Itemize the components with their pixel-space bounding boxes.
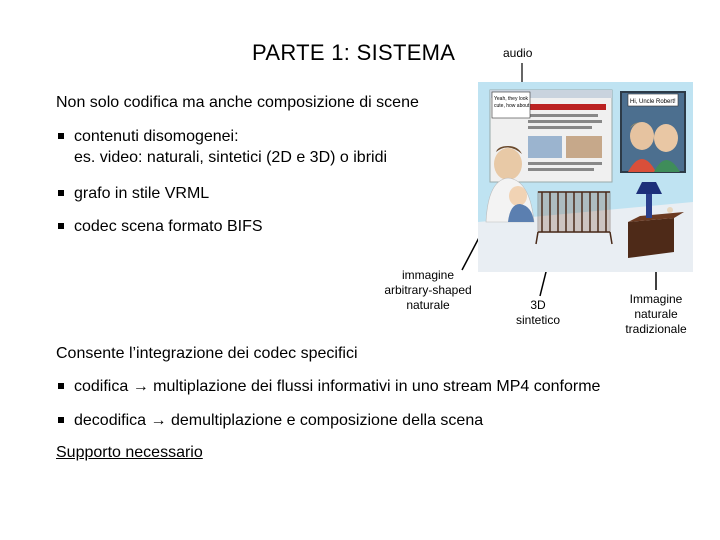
caption-arbitrary-shaped: immagine arbitrary-shaped naturale [384, 268, 472, 312]
slide-title: PARTE 1: SISTEMA [252, 40, 456, 65]
svg-text:cute, how about: cute, how about [494, 103, 530, 109]
bullet-decodifica: decodifica → demultiplazione e composizione della scena [58, 412, 483, 430]
supporto-link[interactable]: Supporto necessario [56, 444, 203, 461]
bullet-codec: codec scena formato BIFS [58, 218, 263, 236]
bullet-square-icon [58, 223, 64, 229]
heading-composition: Non solo codifica ma anche composizione di scene [56, 94, 419, 111]
audio-label: audio [503, 46, 533, 60]
scene-illustration [478, 82, 693, 272]
bullet-codifica: codifica → multiplazione dei flussi informativi in uno stream MP4 conforme [58, 378, 600, 396]
bullet-square-icon [58, 190, 64, 196]
bubble-left-text: Yeah, they look [494, 96, 529, 102]
bullet-square-icon [58, 383, 64, 389]
heading-integration: Consente l’integrazione dei codec specifici [56, 345, 358, 362]
caption-natural: Immagine naturale tradizionale [625, 292, 687, 336]
bullet-grafo: grafo in stile VRML [58, 185, 209, 203]
bullet-contenuti: contenuti disomogenei: [58, 128, 239, 146]
bullet-square-icon [58, 417, 64, 423]
bullet-square-icon [58, 133, 64, 139]
bullet-contenuti-detail: es. video: naturali, sintetici (2D e 3D) o ibridi [74, 149, 388, 166]
caption-synthetic: 3D sintetico [515, 298, 561, 327]
bubble-right-text: Hi, Uncle Robert! [630, 99, 676, 105]
